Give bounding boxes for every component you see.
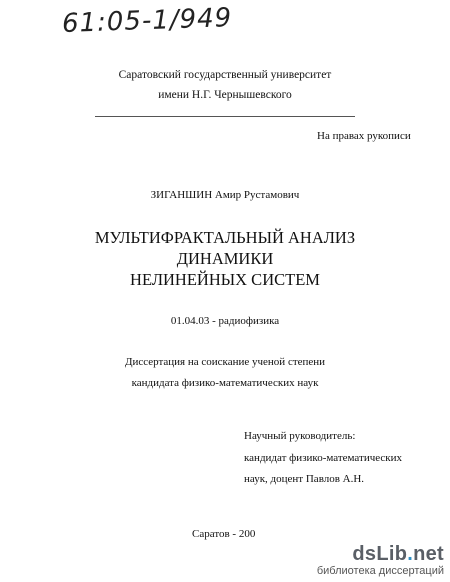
thesis-title-line-2: ДИНАМИКИ <box>176 249 274 268</box>
dslib-subtitle: библиотека диссертаций <box>316 565 444 577</box>
advisor-heading: Научный руководитель: <box>244 430 356 442</box>
manuscript-rights-note: На правах рукописи <box>317 130 411 142</box>
organization-line-2: имени Н.Г. Чернышевского <box>158 89 292 101</box>
dslib-logo-part-2: net <box>413 543 444 565</box>
dslib-logo <box>317 543 444 565</box>
dslib-logo-part-1: dsLib <box>352 543 408 565</box>
city-year: Саратов - 200 <box>192 528 256 540</box>
degree-line-1: Диссертация на соискание ученой степени <box>124 356 326 368</box>
dslib-watermark <box>317 543 444 578</box>
header-divider <box>95 116 355 117</box>
handwritten-catalog-code: 61:05-1/949 <box>61 3 233 39</box>
thesis-title-line-3: НЕЛИНЕЙНЫХ СИСТЕМ <box>130 270 320 289</box>
author-name: ЗИГАНШИН Амир Рустамович <box>150 189 300 201</box>
dslib-logo-dot: . <box>407 543 414 565</box>
advisor-name: наук, доцент Павлов А.Н. <box>244 473 365 485</box>
thesis-title <box>0 227 450 290</box>
specialty-code: 01.04.03 - радиофизика <box>170 315 280 327</box>
organization-line-1: Саратовский государственный университет <box>118 69 332 81</box>
degree-line-2: кандидата физико-математических наук <box>131 377 319 389</box>
thesis-title-line-1: МУЛЬТИФРАКТАЛЬНЫЙ АНАЛИЗ <box>94 228 356 247</box>
advisor-degree: кандидат физико-математических <box>244 452 403 464</box>
